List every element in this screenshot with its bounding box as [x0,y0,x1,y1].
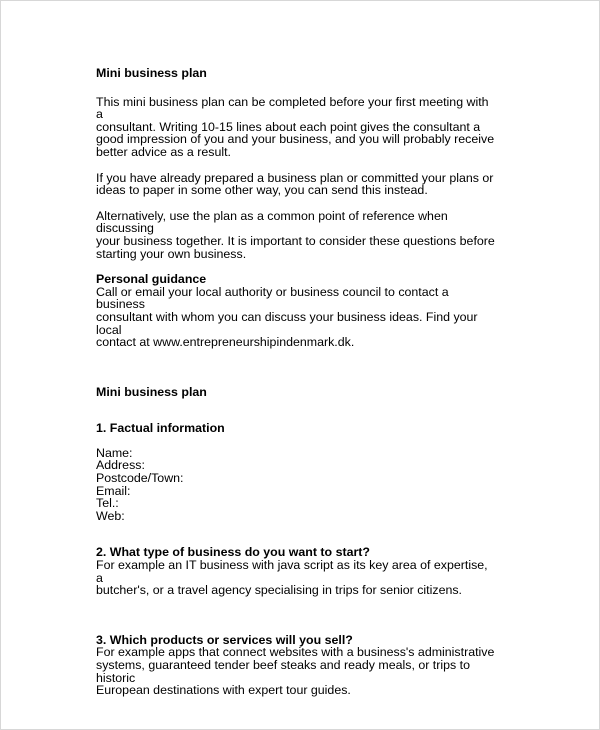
factual-fields [96,447,496,523]
section-2-heading: 2. What type of business do you want to start? [96,545,370,560]
field-name-label: Name: [96,445,133,460]
document-body [96,67,496,697]
section-3-body: For example apps that connect websites with a business's administrative systems, guaranteed tender beef steaks and ready meals, or trips to historic European destinations with expert tour guides. [96,645,495,698]
intro-paragraph-2: If you have already prepared a business plan or committed your plans or ideas to paper in some other way, you can send this instead. [96,170,494,198]
section-2-body: For example an IT business with java script as its key area of expertise, a butcher's, or a travel agency specialising in trips for senior citizens. [96,558,488,598]
section-1-heading: 1. Factual information [96,421,225,436]
intro-paragraph-1: This mini business plan can be completed before your first meeting with a consultant. Writing 10-15 lines about each point gives the consultant a good impression of you and your business, and you will probably receive better advice as a result. [96,94,495,159]
section-3-heading: 3. Which products or services will you sell? [96,632,353,647]
intro-paragraph-3: Alternatively, use the plan as a common point of reference when discussing your business together. It is important to consider these questions before starting your own business. [96,208,495,261]
document-title: Mini business plan [96,66,207,80]
field-tel-label: Tel.: [96,496,119,511]
guidance-heading: Personal guidance [96,272,207,287]
guidance-body: Call or email your local authority or business council to contact a business consultant with whom you can discuss your business ideas. Find your local contact at www.entrepreneurshipindenmark.dk. [96,284,478,350]
plan-title: Mini business plan [96,384,207,399]
field-postcode-town-label: Postcode/Town: [96,471,184,486]
field-email-label: Email: [96,483,131,498]
field-address-label: Address: [96,458,145,473]
field-web-label: Web: [96,508,125,523]
